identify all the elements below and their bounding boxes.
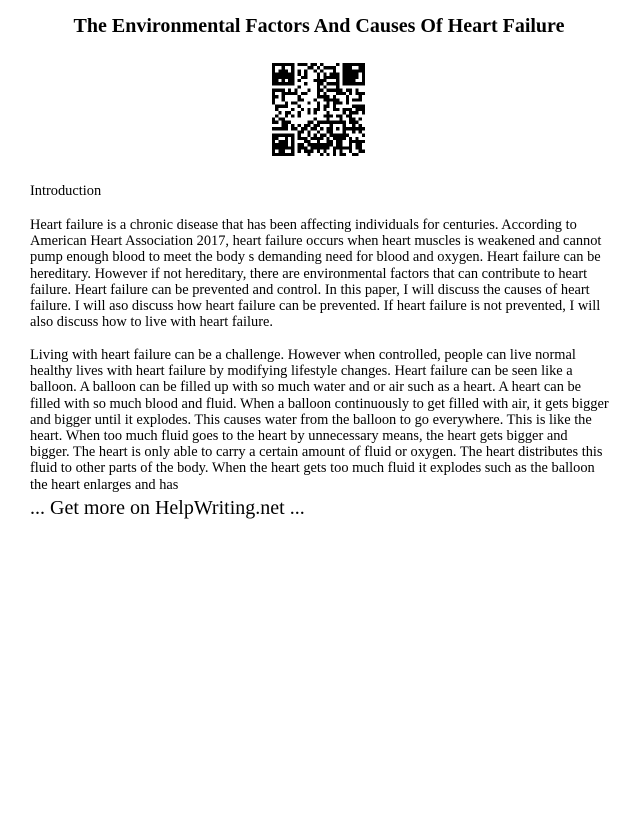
paragraph-1: Heart failure is a chronic disease that has been affecting individuals for centuries. According to American Heart Association 2017, heart failure occurs when heart muscles is weakened and cannot pump enough blood to meet the body s demanding need for blood and oxygen. Heart failure can be hereditary. However if not hereditary, there are environmental factors that can contribute to heart failure. Heart failure can be prevented and control. In this paper, I will discuss the causes of heart failure. I will aso discuss how heart failure can be prevented. If heart failure is not prevented, I will also discuss how to live with heart failure. — [30, 217, 602, 331]
intro-heading: Introduction — [30, 183, 102, 199]
paragraph-2: Living with heart failure can be a challenge. However when controlled, people can live normal healthy lives with heart failure by modifying lifestyle changes. Heart failure can be seen like a balloon. A balloon can be filled up with so much water and or air such as a heart. A heart can be filled with so much blood and fluid. When a balloon continuously to get filled with air, it gets bigger and bigger until it explodes. This causes water from the balloon to go everywhere. This is like the heart. When too much fluid goes to the heart by unnecessary means, the heart gets bigger and bigger. The heart is only able to carry a certain amount of fluid or oxygen. The heart distributes this fluid to other parts of the body. When the heart gets too much fluid it explodes such as the balloon the heart enlarges and has — [30, 347, 609, 493]
document-title: The Environmental Factors And Causes Of Heart Failure — [73, 15, 565, 37]
get-more-link[interactable]: ... Get more on HelpWriting.net ... — [30, 497, 305, 519]
qr-code-icon[interactable] — [272, 63, 365, 156]
